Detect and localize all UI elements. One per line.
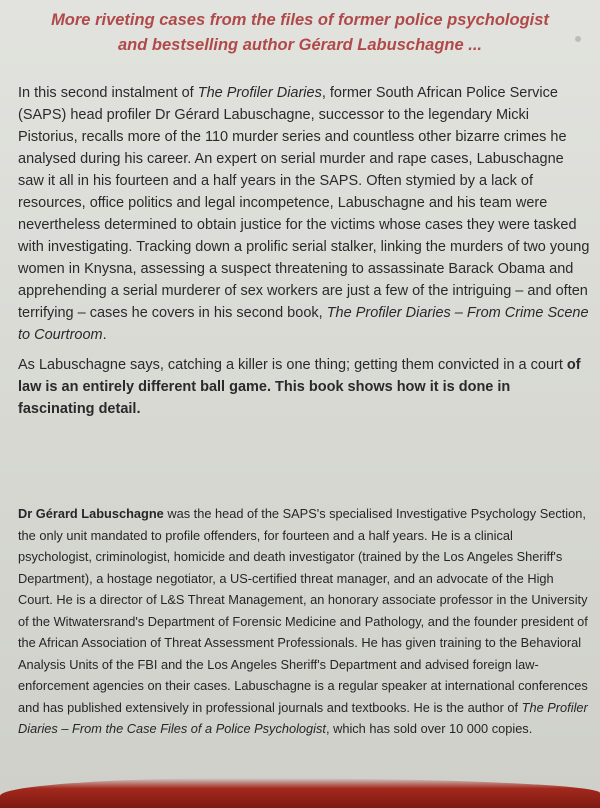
- tagline-line-1: More riveting cases from the files of former police psychologist: [51, 11, 549, 29]
- book-series-title: The Profiler Diaries: [197, 85, 322, 101]
- previous-book-title: The Profiler Diaries – From the Case Files of a Police Psychologist: [18, 699, 588, 736]
- tagline: [40, 8, 560, 58]
- tagline-line-2: and bestselling author Gérard Labuschagne ...: [118, 36, 482, 54]
- blurb-emphasis: of law is an entirely different ball game. This book shows how it is done in fascinating detail.: [18, 357, 581, 417]
- paper-speck: [575, 36, 581, 42]
- author-name: Dr Gérard Labuschagne: [18, 506, 164, 521]
- blurb-text: In this second instalment of: [18, 85, 198, 101]
- author-bio: [18, 503, 590, 740]
- blurb-text: , former South African Police Service (SAPS) head profiler Dr Gérard Labuschagne, successor to the legendary Micki Pistorius, recalls more of the 110 murder series and countless other bizarre crimes he analysed during his career. An expert on serial murder and rape cases, Labuschagne saw it all in his fourteen and a half years in the SAPS. Often stymied by a lack of resources, office politics and legal incompetence, Labuschagne and his team were nevertheless determined to obtain justice for the victims whose cases they were tasked with investigating. Tracking down a prolific serial stalker, linking the murders of two young women in Knysna, assessing a suspect threatening to assassinate Barack Obama and apprehending a serial murderer of sex workers are just a few of the intriguing – and often terrifying – cases he covers in his second book,: [18, 85, 590, 321]
- blurb-text: As Labuschagne says, catching a killer is one thing; getting them convicted in a court: [18, 357, 567, 373]
- bio-text: , which has sold over 10 000 copies.: [325, 721, 533, 736]
- blurb-paragraph-1: [18, 82, 590, 346]
- bio-text: was the head of the SAPS's specialised Investigative Psychology Section, the only unit mandated to profile offenders, for fourteen and a half years. He is a clinical psychologist, criminologist, homicide and death investigator (trained by the Los Angeles Sheriff's Department), a hostage negotiator, a US-certified threat manager, and an advocate of the High Court. He is a director of L&S Threat Management, an honorary associate professor in the University of the Witwatersrand's Department of Forensic Medicine and Pathology, and the founder president of the African Association of Threat Assessment Professionals. He has given training to the Behavioral Analysis Units of the FBI and the Los Angeles Sheriff's Department and advised foreign law-enforcement agencies on their cases. Labuschagne is a regular speaker at international conferences and has published extensively in professional journals and textbooks. He is the author of: [18, 506, 588, 715]
- cover-red-edge: [0, 778, 600, 808]
- author-bio-paragraph: [18, 503, 590, 740]
- blurb: [18, 82, 590, 420]
- blurb-paragraph-2: [18, 354, 590, 420]
- book-title: The Profiler Diaries – From Crime Scene to Courtroom: [18, 305, 589, 343]
- blurb-text: .: [102, 327, 107, 343]
